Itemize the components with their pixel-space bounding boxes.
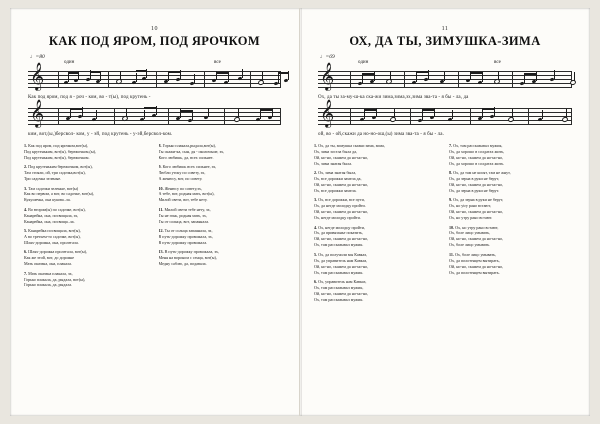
verse-line: Ох, да полотенцем вытирать. [449,269,500,275]
verse-number: 5. [314,251,318,257]
verse-number: 13. [158,249,164,255]
page-number-left: 10 [151,26,158,32]
verse-line: Как во первом, а вот, во садочке, вот(ы), [24,191,94,197]
verse-line: Ох, управитель нам Кавказ, [318,278,367,284]
verse-line: Ой, но-но, скажем да но-но-но, [314,154,369,160]
verse-line: Там садочки зеленые, вот(ы) [28,185,79,191]
music-system-1-left [24,64,285,100]
verse-line: В путь-дорожку провожала, эх, [158,233,213,239]
verse-line: Ох, боле лицо умывать, [454,251,497,257]
verse-line: Во втором(ы) по садочке, вот(ы), [28,206,86,212]
verse-item [159,249,286,267]
treble-clef-icon-4: 𝄞 [320,101,335,127]
verse-line: А женюсу, вот, по совету. [158,176,203,182]
song-title-right: ОХ, ДА ТЫ, ЗИМУШКА-ЗИМА [349,34,541,48]
staff-line-1-right [318,64,572,93]
verse-line: В путь-дорожку провожала. [158,239,208,245]
verse-item [24,186,151,204]
verse-line: Ой, но-но, скажем да но-но-но, [449,209,504,215]
verse-number: 1. [314,143,318,148]
right-page [300,8,590,416]
verse-line: Любли утоку по совету, эх, [158,170,206,176]
verse-number: 3. [24,185,28,191]
verse-line: Ох, но утру рано встают, [455,224,499,230]
lyrics-under-staff-2-left: ким, вот,(ы,)берсвол- ком, у - эй, под крутень - у-эй,берсвол-ком. [28,132,173,137]
verse-line: Кукушечка, она кукова..ла. [24,197,71,203]
verse-line: Милой свети, вот, тебе нету. [158,197,208,203]
verse-number: 5. [24,228,28,234]
verse-line: Горько плакала, да, рыдала, вот(ы), [24,276,86,282]
verse-item [159,164,286,182]
verse-line: Под крутеньким, вот(ы), бережочком,(ы), [24,148,97,154]
verse-line: Ой, но-но, скажем да но-но-но, [314,236,369,242]
verse-item [314,252,441,276]
verse-line: Ох, но уtrу ранo встают, [449,203,491,209]
verse-line: Ты от солнца запаянала, эх, [164,228,213,234]
treble-clef-icon-2: 𝄞 [30,101,45,127]
verse-line: Ох, но утру рано встают. [449,215,493,221]
verse-column-1-left [24,143,151,292]
verse-line: Кого любишь, да, всех сильнее. [158,154,214,160]
verse-number: 4. [24,206,28,212]
verse-line: Ой, но-но, скажем да но-но-но, [449,236,504,242]
verse-number: 6. [24,249,28,255]
verses-right [314,143,576,306]
verse-line: Ой, но-но, скажем да но-но-но, [314,263,369,269]
verse-number: 7. [24,270,28,276]
verse-line: Ой, но-но, скажем да но-но-но, [314,290,369,296]
staff-line-1-left [28,64,281,93]
verse-number: 1. [24,143,28,148]
verse-line: Канарейка, она, посвищала, эх, [24,212,79,218]
verse-line: Ох, да там не кисят, там не жнут, [453,170,511,176]
verse-line: А тебе, вот, родная мать, вот(ы), [158,191,215,197]
verse-number: 3. [314,197,318,203]
tempo-marking-left: ♩=80 [30,54,45,60]
verse-item [449,143,576,167]
verse-item [314,279,441,303]
staff-line-2-left [28,101,281,130]
verse-line: Мать окачьча, она, плакала. [24,261,73,267]
voice-marks-left [24,60,285,67]
verse-line: В путь-дорожку провожала, эх, [164,249,220,255]
verse-column-1-right [314,143,441,306]
staff-line-2-right [318,101,572,130]
verse-number: 10. [158,185,164,191]
verse-number: 8. [449,170,453,176]
verse-item [449,197,576,221]
verse-line: Канарейка посвищала, вот(ы), [28,228,81,234]
verse-item [449,252,576,276]
verse-item [159,143,286,161]
verse-line: Ох, все дорожки замела. [314,187,357,193]
verse-number: 12. [158,228,164,234]
verse-line: Ох, там рассказывал мужик. [314,296,364,302]
verse-line: Ты не гонь, родная мать, эх, [158,212,207,218]
voice-marks-right [314,60,576,67]
verse-item [314,170,441,194]
verse-line: Ох, да зерна в руки не берут. [449,187,500,193]
verse-line: Ох, да полотенцем вытирать, [449,257,500,263]
voice-label-all-left: все [214,60,221,65]
lyrics-under-staff-2-right: ой, во - ой,скажи дa но-но-ош,(ы) зима зва-та - я бы - ла. [318,132,444,137]
verse-line: Шлях-дорожка, она, пролегала. [24,239,79,245]
verse-line: Ох, да хорошо в солдатах жить, [449,148,505,154]
verse-item [314,225,441,249]
page-number-right: 11 [441,26,449,32]
verse-line: А во третьем-то садочке, вот(ы), [24,233,81,239]
verse-item [24,143,151,161]
verse-number: 9. [158,164,162,170]
verse-line: Там стояли, ой, три садочка,вот(ы), [24,170,86,176]
verse-line: Медну саблю, да, подавала. [158,261,207,267]
left-page [10,8,300,416]
verse-number: 11. [158,206,164,212]
voice-label-solo-left: один [64,60,75,65]
music-system-2-left [24,101,285,137]
verse-number: 6. [314,278,318,284]
verse-line: Милой свети тебе нету, эх, [164,206,211,212]
verse-item [24,164,151,182]
verse-item [449,225,576,249]
verse-line: Ох, зима знатая была, [318,170,357,176]
verse-line: Как же этой, вот, до дорожке [24,255,75,261]
verse-line: Горько плакала,рыдала,вот(ы), [162,143,216,148]
verse-line: Кого любишь всех сильнее, эх, [162,164,217,170]
verse-item [24,249,151,267]
verse-line: Ох, да ты, зимушка сказки зима, зима, [318,143,385,148]
verses-left [24,143,285,292]
verse-item [24,228,151,246]
verse-line: Ты от солнца, вот, запаянала. [158,218,210,224]
verse-line: Ох, все дорожки замела да, [314,176,362,182]
tempo-marking-right: ♩=69 [320,54,335,60]
verse-line: Ох, зима зостла была да, [314,148,358,154]
verse-line: Под крутеньким бережочком, вот(ы), [28,164,93,170]
verse-number: 2. [24,164,28,170]
verse-line: Ох, негде молодцу пройти. [314,215,361,221]
verse-item [314,143,441,167]
verse-line: Три садочка зеленые. [24,176,62,182]
verse-number: 11. [449,251,454,257]
verse-line: Ох, да получили мы Кавказ, [318,251,368,257]
verse-number: 10. [449,224,455,230]
voice-label-all-right: все [494,60,501,65]
verse-column-2-left [159,143,286,292]
verse-column-2-right [449,143,576,306]
verse-line: Ой, но-но, скажем да но-но-но, [314,182,369,188]
verse-line: Ох, там рассказывал мужик. [314,242,364,248]
verse-number: 2. [314,170,318,176]
verse-line: Ой, но-но, скажем да но-но-но, [449,182,504,188]
verse-line: Ох, там рассказывал мужик, [314,284,364,290]
verse-item [24,207,151,225]
verse-item [159,207,286,225]
lyrics-under-staff-1-left: Как под яром, под я - роч - ком, во - т(ы), под крутень - [28,95,151,100]
music-system-2-right [314,101,576,137]
verse-number: 7. [449,143,453,148]
verse-number: 8. [158,143,162,148]
verse-line: Меня на воронoм с сенца, вот(ы), [158,255,217,261]
treble-clef-icon-3: 𝄞 [320,64,335,90]
treble-clef-icon: 𝄞 [30,64,45,90]
verse-line: Ох, да привязанье покатить, [314,230,364,236]
verse-line: Ох, там рассказывал мужик. [314,269,364,275]
book-spread [10,8,590,416]
verse-line: Ой, но-но, скажем да но-но-но, [314,209,369,215]
verse-line: Ох, да хорошо в солдатах жить. [449,160,505,166]
verse-line: Мать окачьча плакала, эх, [28,270,73,276]
verse-line: Ох, да негде молодцу пройти. [314,203,366,209]
verse-line: Ох, негде молодцу пройти, [318,224,365,230]
verse-number: 9. [449,197,453,203]
verse-item [314,197,441,221]
verse-line: Ох, боле лицо умывать, [449,230,491,236]
verse-line: Канарейка, она, посвища..ла. [24,218,75,224]
verse-line: Под крутеньким, вот(ы), бережочком. [24,154,90,160]
verse-line: Ты скажи-ка, сын, дя - околичьше, эх, [158,148,225,154]
voice-label-solo-right: один [358,60,369,65]
verse-line: Шлях-дорожка пролегала, вот(ы), [28,249,88,255]
verse-line: Ой, но-но, скажем да но-но-но, [449,154,504,160]
verse-line: Ох, да зерна в руки не берут, [453,197,504,203]
music-system-1-right [314,64,576,100]
verse-line: Ой, но-но, скажем да но-но-но, [449,263,504,269]
verse-line: Ох, зима знатая была. [314,160,353,166]
verse-line: Как под яром, под ярочком,вот(ы), [28,143,89,148]
verse-item [24,271,151,289]
verse-line: Горько плакала, да, рыдала. [24,282,73,288]
verse-number: 4. [314,224,318,230]
song-title-left: КАК ПОД ЯРОМ, ПОД ЯРОЧКОМ [48,34,261,48]
lyrics-under-staff-1-right: Ох, да ты за-му-ш-ка ска-жи зима,зима,эх,зима зва-та - я бы - ла, да [318,95,469,100]
verse-line: Женюсу по совету,эх, [164,185,202,191]
verse-item [449,170,576,194]
verse-item [159,228,286,246]
verse-item [159,186,286,204]
verse-line: Ох, да зерна в руки не берут, [449,176,500,182]
verse-line: Ох, боле лицо умывать. [449,242,491,248]
verse-line: Ох, да управитель нам Кавказ, [314,257,368,263]
verse-line: Ох, все дорожки, все пути, [318,197,365,203]
verse-line: Ох, там рассказывал мужик, [453,143,503,148]
